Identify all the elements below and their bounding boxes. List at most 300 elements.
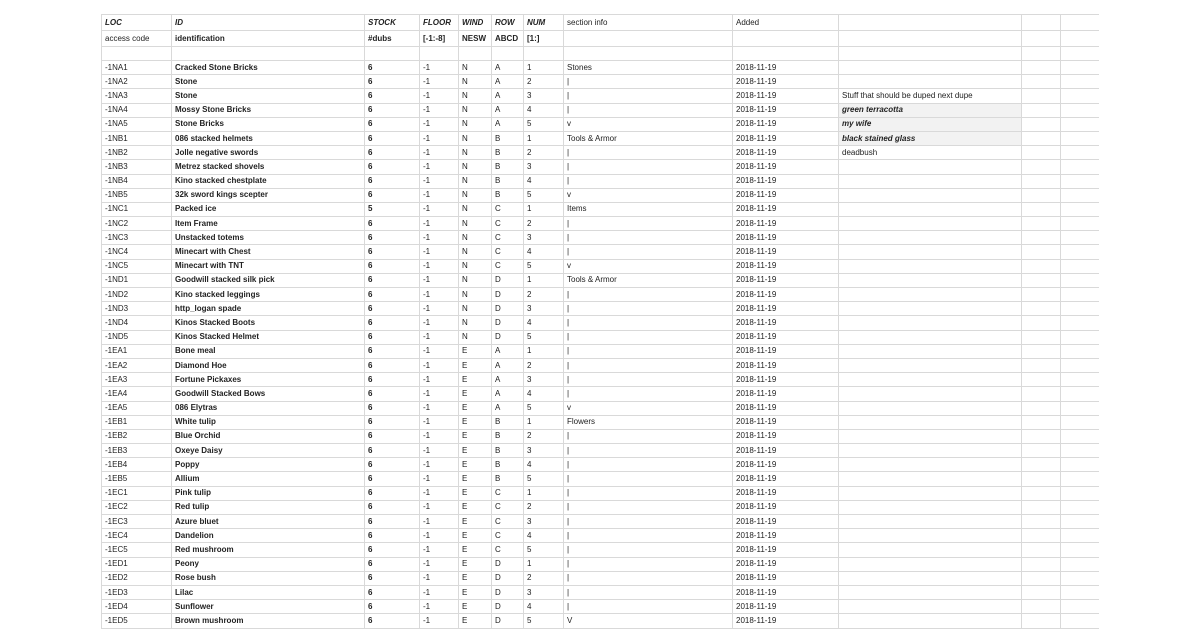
cell-num: 4 <box>524 387 564 401</box>
cell-floor: -1 <box>420 415 459 429</box>
cell-row: D <box>492 585 524 599</box>
cell-added: 2018-11-19 <box>733 131 839 145</box>
cell-wind: E <box>459 472 492 486</box>
empty-cell <box>1061 259 1100 273</box>
cell-loc: -1NB4 <box>102 174 172 188</box>
cell-row: D <box>492 273 524 287</box>
cell-stock: 6 <box>365 174 420 188</box>
cell-num: 5 <box>524 543 564 557</box>
empty-cell <box>459 47 492 61</box>
empty-cell <box>1022 500 1061 514</box>
cell-stock: 6 <box>365 600 420 614</box>
header-id: ID <box>172 15 365 31</box>
cell-loc: -1ED2 <box>102 571 172 585</box>
cell-stock: 6 <box>365 273 420 287</box>
cell-num: 4 <box>524 458 564 472</box>
table-row <box>102 245 1100 259</box>
header-added: Added <box>733 15 839 31</box>
cell-loc: -1NA1 <box>102 61 172 75</box>
cell-section-info: | <box>564 444 733 458</box>
empty-cell <box>1061 543 1100 557</box>
cell-stock: 5 <box>365 202 420 216</box>
cell-section-info: v <box>564 259 733 273</box>
empty-cell <box>1061 174 1100 188</box>
table-row <box>102 557 1100 571</box>
cell-note <box>839 273 1022 287</box>
empty-cell <box>1022 103 1061 117</box>
table-row <box>102 585 1100 599</box>
table-row <box>102 146 1100 160</box>
empty-cell <box>1061 31 1100 47</box>
empty-cell <box>733 47 839 61</box>
cell-id: Allium <box>172 472 365 486</box>
cell-row: C <box>492 543 524 557</box>
cell-num: 2 <box>524 571 564 585</box>
cell-note <box>839 245 1022 259</box>
cell-added: 2018-11-19 <box>733 330 839 344</box>
cell-stock: 6 <box>365 217 420 231</box>
spreadsheet <box>101 14 1099 630</box>
cell-loc: -1NC4 <box>102 245 172 259</box>
cell-num: 3 <box>524 231 564 245</box>
cell-floor: -1 <box>420 302 459 316</box>
cell-section-info: | <box>564 245 733 259</box>
cell-note <box>839 259 1022 273</box>
cell-floor: -1 <box>420 217 459 231</box>
cell-wind: N <box>459 273 492 287</box>
cell-row: A <box>492 387 524 401</box>
cell-section-info: | <box>564 330 733 344</box>
empty-cell <box>1022 529 1061 543</box>
cell-row: D <box>492 571 524 585</box>
cell-floor: -1 <box>420 273 459 287</box>
cell-added: 2018-11-19 <box>733 585 839 599</box>
empty-cell <box>1022 160 1061 174</box>
cell-section-info: | <box>564 486 733 500</box>
empty-cell <box>564 47 733 61</box>
header-stock: STOCK <box>365 15 420 31</box>
cell-id: Stone Bricks <box>172 117 365 131</box>
cell-num: 4 <box>524 529 564 543</box>
empty-cell <box>1022 458 1061 472</box>
cell-wind: N <box>459 245 492 259</box>
cell-added: 2018-11-19 <box>733 75 839 89</box>
cell-row: C <box>492 500 524 514</box>
cell-loc: -1NB2 <box>102 146 172 160</box>
cell-added: 2018-11-19 <box>733 458 839 472</box>
cell-note <box>839 515 1022 529</box>
empty-cell <box>1022 217 1061 231</box>
cell-stock: 6 <box>365 557 420 571</box>
cell-floor: -1 <box>420 231 459 245</box>
cell-section-info: v <box>564 401 733 415</box>
cell-wind: E <box>459 486 492 500</box>
cell-stock: 6 <box>365 458 420 472</box>
cell-id: Peony <box>172 557 365 571</box>
cell-row: D <box>492 330 524 344</box>
empty-cell <box>1061 330 1100 344</box>
cell-added: 2018-11-19 <box>733 500 839 514</box>
cell-id: Sunflower <box>172 600 365 614</box>
cell-row: B <box>492 458 524 472</box>
cell-stock: 6 <box>365 117 420 131</box>
cell-added: 2018-11-19 <box>733 429 839 443</box>
cell-id: http_logan spade <box>172 302 365 316</box>
cell-id: Azure bluet <box>172 515 365 529</box>
cell-row: D <box>492 316 524 330</box>
cell-id: Stone <box>172 89 365 103</box>
empty-cell <box>1061 529 1100 543</box>
cell-added: 2018-11-19 <box>733 358 839 372</box>
empty-cell <box>1022 188 1061 202</box>
empty-cell <box>1061 316 1100 330</box>
cell-row: C <box>492 515 524 529</box>
cell-wind: N <box>459 103 492 117</box>
cell-loc: -1EA2 <box>102 358 172 372</box>
cell-stock: 6 <box>365 89 420 103</box>
empty-cell <box>1022 444 1061 458</box>
cell-added: 2018-11-19 <box>733 160 839 174</box>
empty-cell <box>1022 273 1061 287</box>
cell-section-info: V <box>564 614 733 628</box>
cell-loc: -1EB4 <box>102 458 172 472</box>
cell-row: D <box>492 557 524 571</box>
empty-cell <box>102 47 172 61</box>
empty-cell <box>1061 47 1100 61</box>
subheader-row <box>102 31 1100 47</box>
cell-section-info: | <box>564 472 733 486</box>
empty-cell <box>1061 429 1100 443</box>
cell-stock: 6 <box>365 529 420 543</box>
table-row <box>102 401 1100 415</box>
cell-stock: 6 <box>365 486 420 500</box>
cell-added: 2018-11-19 <box>733 614 839 628</box>
cell-section-info: | <box>564 288 733 302</box>
cell-floor: -1 <box>420 600 459 614</box>
cell-num: 1 <box>524 415 564 429</box>
empty-cell <box>1022 61 1061 75</box>
cell-id: 086 Elytras <box>172 401 365 415</box>
cell-added: 2018-11-19 <box>733 146 839 160</box>
empty-cell <box>1022 373 1061 387</box>
table-row <box>102 529 1100 543</box>
cell-note <box>839 486 1022 500</box>
cell-loc: -1NC5 <box>102 259 172 273</box>
cell-id: Lilac <box>172 585 365 599</box>
cell-added: 2018-11-19 <box>733 316 839 330</box>
cell-row: A <box>492 401 524 415</box>
table-row <box>102 344 1100 358</box>
cell-added: 2018-11-19 <box>733 444 839 458</box>
cell-added: 2018-11-19 <box>733 543 839 557</box>
cell-added: 2018-11-19 <box>733 89 839 103</box>
cell-row: B <box>492 472 524 486</box>
cell-id: Dandelion <box>172 529 365 543</box>
cell-note <box>839 174 1022 188</box>
cell-num: 4 <box>524 600 564 614</box>
cell-row: D <box>492 614 524 628</box>
empty-cell <box>1022 614 1061 628</box>
empty-cell <box>1022 75 1061 89</box>
cell-row: C <box>492 529 524 543</box>
cell-floor: -1 <box>420 202 459 216</box>
cell-loc: -1NC2 <box>102 217 172 231</box>
cell-note: my wife <box>839 117 1022 131</box>
cell-floor: -1 <box>420 571 459 585</box>
cell-note <box>839 557 1022 571</box>
table-row <box>102 89 1100 103</box>
cell-num: 2 <box>524 288 564 302</box>
cell-row: C <box>492 217 524 231</box>
cell-floor: -1 <box>420 188 459 202</box>
cell-stock: 6 <box>365 61 420 75</box>
table-row <box>102 202 1100 216</box>
cell-id: Mossy Stone Bricks <box>172 103 365 117</box>
cell-row: C <box>492 486 524 500</box>
cell-note <box>839 61 1022 75</box>
empty-cell <box>1061 231 1100 245</box>
cell-loc: -1EB1 <box>102 415 172 429</box>
cell-id: Goodwill stacked silk pick <box>172 273 365 287</box>
cell-section-info: | <box>564 373 733 387</box>
cell-loc: -1EC4 <box>102 529 172 543</box>
cell-stock: 6 <box>365 316 420 330</box>
cell-floor: -1 <box>420 515 459 529</box>
cell-added: 2018-11-19 <box>733 231 839 245</box>
subheader-row-col: ABCD <box>492 31 524 47</box>
cell-row: B <box>492 146 524 160</box>
cell-row: A <box>492 61 524 75</box>
cell-id: Red tulip <box>172 500 365 514</box>
empty-cell <box>1022 259 1061 273</box>
cell-id: 086 stacked helmets <box>172 131 365 145</box>
cell-loc: -1NB3 <box>102 160 172 174</box>
cell-stock: 6 <box>365 302 420 316</box>
cell-wind: N <box>459 117 492 131</box>
cell-stock: 6 <box>365 614 420 628</box>
table-row <box>102 302 1100 316</box>
cell-added: 2018-11-19 <box>733 600 839 614</box>
cell-stock: 6 <box>365 373 420 387</box>
empty-cell <box>1022 330 1061 344</box>
cell-added: 2018-11-19 <box>733 387 839 401</box>
cell-wind: E <box>459 571 492 585</box>
cell-num: 1 <box>524 61 564 75</box>
cell-floor: -1 <box>420 458 459 472</box>
empty-cell <box>1022 31 1061 47</box>
blank-row <box>102 47 1100 61</box>
cell-added: 2018-11-19 <box>733 515 839 529</box>
empty-cell <box>1022 231 1061 245</box>
cell-note <box>839 288 1022 302</box>
cell-id: Kinos Stacked Boots <box>172 316 365 330</box>
cell-loc: -1NB5 <box>102 188 172 202</box>
cell-num: 3 <box>524 444 564 458</box>
cell-loc: -1EA3 <box>102 373 172 387</box>
cell-loc: -1NC3 <box>102 231 172 245</box>
cell-num: 4 <box>524 174 564 188</box>
cell-stock: 6 <box>365 330 420 344</box>
table-row <box>102 358 1100 372</box>
cell-loc: -1EC2 <box>102 500 172 514</box>
cell-num: 1 <box>524 131 564 145</box>
empty-cell <box>564 31 733 47</box>
cell-wind: N <box>459 174 492 188</box>
cell-floor: -1 <box>420 89 459 103</box>
cell-wind: N <box>459 61 492 75</box>
cell-floor: -1 <box>420 259 459 273</box>
empty-cell <box>1061 557 1100 571</box>
empty-cell <box>1061 515 1100 529</box>
empty-cell <box>1061 288 1100 302</box>
cell-id: Unstacked totems <box>172 231 365 245</box>
cell-id: Poppy <box>172 458 365 472</box>
cell-stock: 6 <box>365 571 420 585</box>
empty-cell <box>1061 273 1100 287</box>
cell-section-info: | <box>564 529 733 543</box>
empty-cell <box>1061 75 1100 89</box>
cell-added: 2018-11-19 <box>733 571 839 585</box>
cell-wind: N <box>459 217 492 231</box>
cell-loc: -1ED1 <box>102 557 172 571</box>
cell-row: A <box>492 344 524 358</box>
cell-id: Oxeye Daisy <box>172 444 365 458</box>
cell-wind: N <box>459 302 492 316</box>
cell-wind: E <box>459 515 492 529</box>
cell-added: 2018-11-19 <box>733 117 839 131</box>
cell-section-info: v <box>564 117 733 131</box>
empty-cell <box>1061 89 1100 103</box>
cell-note <box>839 543 1022 557</box>
table-row <box>102 217 1100 231</box>
empty-cell <box>1061 500 1100 514</box>
cell-num: 2 <box>524 358 564 372</box>
cell-floor: -1 <box>420 245 459 259</box>
cell-id: Red mushroom <box>172 543 365 557</box>
empty-cell <box>1061 160 1100 174</box>
cell-loc: -1EA5 <box>102 401 172 415</box>
cell-loc: -1ND2 <box>102 288 172 302</box>
cell-note <box>839 600 1022 614</box>
cell-stock: 6 <box>365 188 420 202</box>
cell-note: Stuff that should be duped next dupe <box>839 89 1022 103</box>
table-row <box>102 472 1100 486</box>
cell-added: 2018-11-19 <box>733 103 839 117</box>
table-row <box>102 273 1100 287</box>
table-row <box>102 387 1100 401</box>
cell-num: 3 <box>524 373 564 387</box>
cell-stock: 6 <box>365 103 420 117</box>
cell-id: Bone meal <box>172 344 365 358</box>
cell-loc: -1ND3 <box>102 302 172 316</box>
cell-floor: -1 <box>420 61 459 75</box>
cell-id: Stone <box>172 75 365 89</box>
cell-row: A <box>492 117 524 131</box>
cell-floor: -1 <box>420 444 459 458</box>
empty-cell <box>1061 146 1100 160</box>
cell-note <box>839 202 1022 216</box>
cell-num: 5 <box>524 188 564 202</box>
empty-cell <box>1022 302 1061 316</box>
empty-cell <box>1061 387 1100 401</box>
table-row <box>102 259 1100 273</box>
cell-stock: 6 <box>365 415 420 429</box>
cell-floor: -1 <box>420 358 459 372</box>
cell-wind: N <box>459 231 492 245</box>
table-row <box>102 288 1100 302</box>
cell-stock: 6 <box>365 146 420 160</box>
header-wind: WIND <box>459 15 492 31</box>
empty-cell <box>1022 316 1061 330</box>
cell-num: 4 <box>524 103 564 117</box>
cell-wind: E <box>459 429 492 443</box>
cell-added: 2018-11-19 <box>733 302 839 316</box>
cell-section-info: | <box>564 387 733 401</box>
empty-cell <box>1061 444 1100 458</box>
header-row-col: ROW <box>492 15 524 31</box>
empty-cell <box>172 47 365 61</box>
cell-stock: 6 <box>365 344 420 358</box>
table-row <box>102 160 1100 174</box>
cell-added: 2018-11-19 <box>733 486 839 500</box>
cell-loc: -1ED3 <box>102 585 172 599</box>
empty-cell <box>1022 344 1061 358</box>
cell-floor: -1 <box>420 387 459 401</box>
cell-section-info: | <box>564 600 733 614</box>
table-row <box>102 429 1100 443</box>
empty-cell <box>1061 202 1100 216</box>
cell-num: 1 <box>524 557 564 571</box>
cell-row: C <box>492 231 524 245</box>
cell-note <box>839 500 1022 514</box>
cell-num: 5 <box>524 330 564 344</box>
cell-section-info: Stones <box>564 61 733 75</box>
table-row <box>102 231 1100 245</box>
table-row <box>102 486 1100 500</box>
cell-added: 2018-11-19 <box>733 472 839 486</box>
cell-section-info: | <box>564 231 733 245</box>
cell-note <box>839 373 1022 387</box>
cell-row: B <box>492 188 524 202</box>
cell-row: B <box>492 160 524 174</box>
cell-added: 2018-11-19 <box>733 288 839 302</box>
cell-note <box>839 472 1022 486</box>
cell-loc: -1ND1 <box>102 273 172 287</box>
cell-floor: -1 <box>420 500 459 514</box>
table-row <box>102 316 1100 330</box>
cell-floor: -1 <box>420 529 459 543</box>
cell-num: 2 <box>524 75 564 89</box>
cell-loc: -1NC1 <box>102 202 172 216</box>
cell-row: B <box>492 444 524 458</box>
cell-loc: -1EB2 <box>102 429 172 443</box>
empty-cell <box>1061 571 1100 585</box>
cell-row: B <box>492 415 524 429</box>
cell-num: 5 <box>524 117 564 131</box>
cell-stock: 6 <box>365 472 420 486</box>
cell-note <box>839 614 1022 628</box>
empty-cell <box>1022 117 1061 131</box>
cell-num: 1 <box>524 202 564 216</box>
cell-id: Blue Orchid <box>172 429 365 443</box>
cell-row: A <box>492 373 524 387</box>
empty-cell <box>1022 585 1061 599</box>
table-row <box>102 117 1100 131</box>
cell-section-info: | <box>564 571 733 585</box>
cell-added: 2018-11-19 <box>733 217 839 231</box>
header-section-info: section info <box>564 15 733 31</box>
table-row <box>102 458 1100 472</box>
